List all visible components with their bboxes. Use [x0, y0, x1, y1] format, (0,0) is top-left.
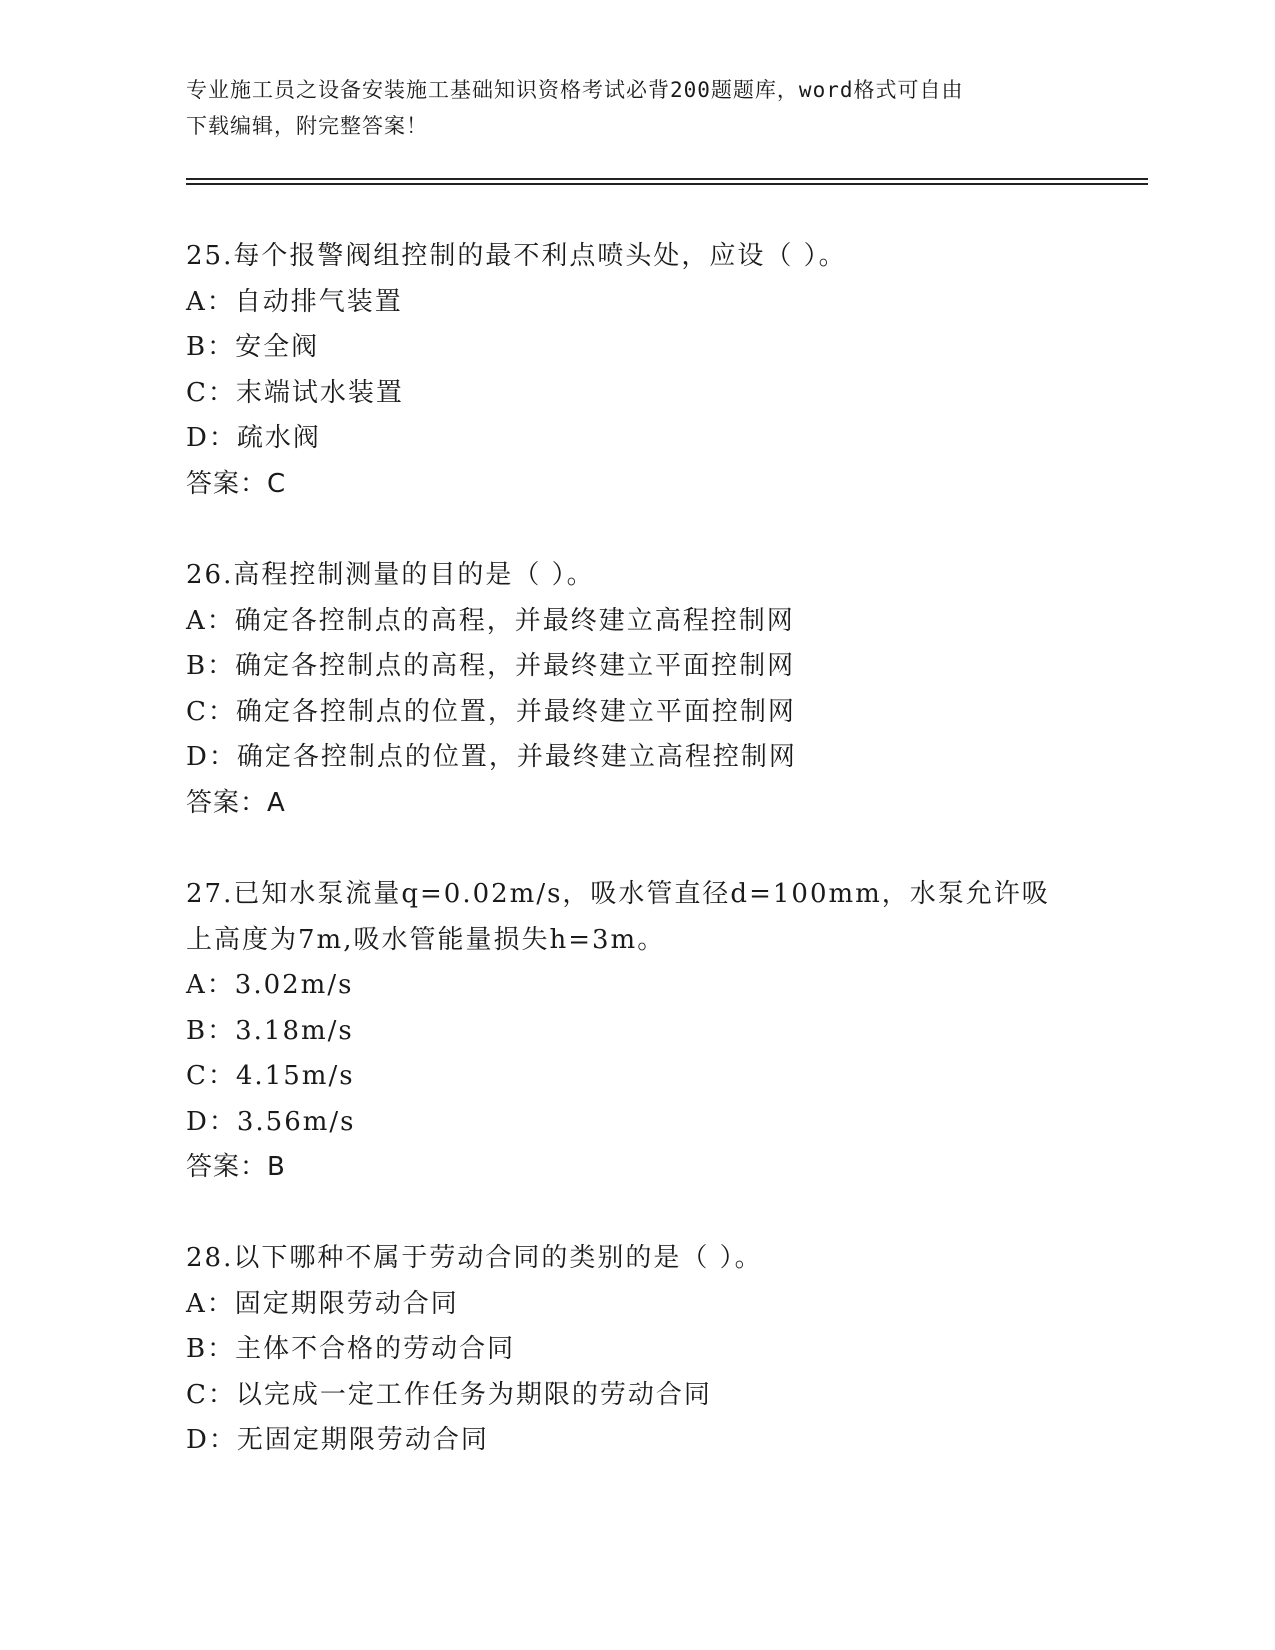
option-b: B：主体不合格的劳动合同 — [186, 1334, 516, 1364]
header-line-2: 下载编辑，附完整答案！ — [186, 114, 428, 138]
option-b: B：安全阀 — [186, 332, 320, 362]
question-stem: 27.已知水泵流量q=0.02m/s，吸水管直径d=100mm，水泵允许吸上高度为7m,吸水管能量损失h=3m。 — [186, 879, 1050, 955]
question-stem: 26.高程控制测量的目的是（ ）。 — [186, 560, 595, 590]
option-b: B：确定各控制点的高程，并最终建立平面控制网 — [186, 651, 796, 681]
question-26 — [186, 553, 1086, 826]
document-header — [186, 72, 1066, 144]
option-c: C：以完成一定工作任务为期限的劳动合同 — [186, 1379, 712, 1410]
option-b: B：3.18m/s — [186, 1015, 354, 1046]
answer: 答案：A — [186, 787, 286, 818]
question-25 — [186, 234, 1086, 507]
question-27 — [186, 872, 1086, 1191]
question-28 — [186, 1236, 1086, 1464]
option-a: A：确定各控制点的高程，并最终建立高程控制网 — [186, 605, 795, 636]
option-d: D：确定各控制点的位置，并最终建立高程控制网 — [186, 742, 797, 772]
header-divider-bottom — [186, 183, 1148, 185]
option-a: A：自动排气装置 — [186, 286, 403, 317]
question-stem: 25.每个报警阀组控制的最不利点喷头处，应设（ ）。 — [186, 241, 847, 271]
option-d: D：无固定期限劳动合同 — [186, 1425, 489, 1455]
option-c: C：确定各控制点的位置，并最终建立平面控制网 — [186, 696, 796, 727]
answer: 答案：B — [186, 1152, 286, 1182]
option-a: A：固定期限劳动合同 — [186, 1288, 459, 1319]
header-line-1: 专业施工员之设备安装施工基础知识资格考试必背200题题库，word格式可自由 — [186, 78, 964, 102]
answer: 答案：C — [186, 468, 287, 499]
header-divider-top — [186, 178, 1148, 180]
option-d: D：3.56m/s — [186, 1106, 356, 1137]
option-d: D：疏水阀 — [186, 423, 321, 453]
option-c: C：末端试水装置 — [186, 377, 404, 408]
option-c: C：4.15m/s — [186, 1061, 355, 1091]
option-a: A：3.02m/s — [186, 970, 354, 1000]
question-stem: 28.以下哪种不属于劳动合同的类别的是（ ）。 — [186, 1243, 763, 1273]
